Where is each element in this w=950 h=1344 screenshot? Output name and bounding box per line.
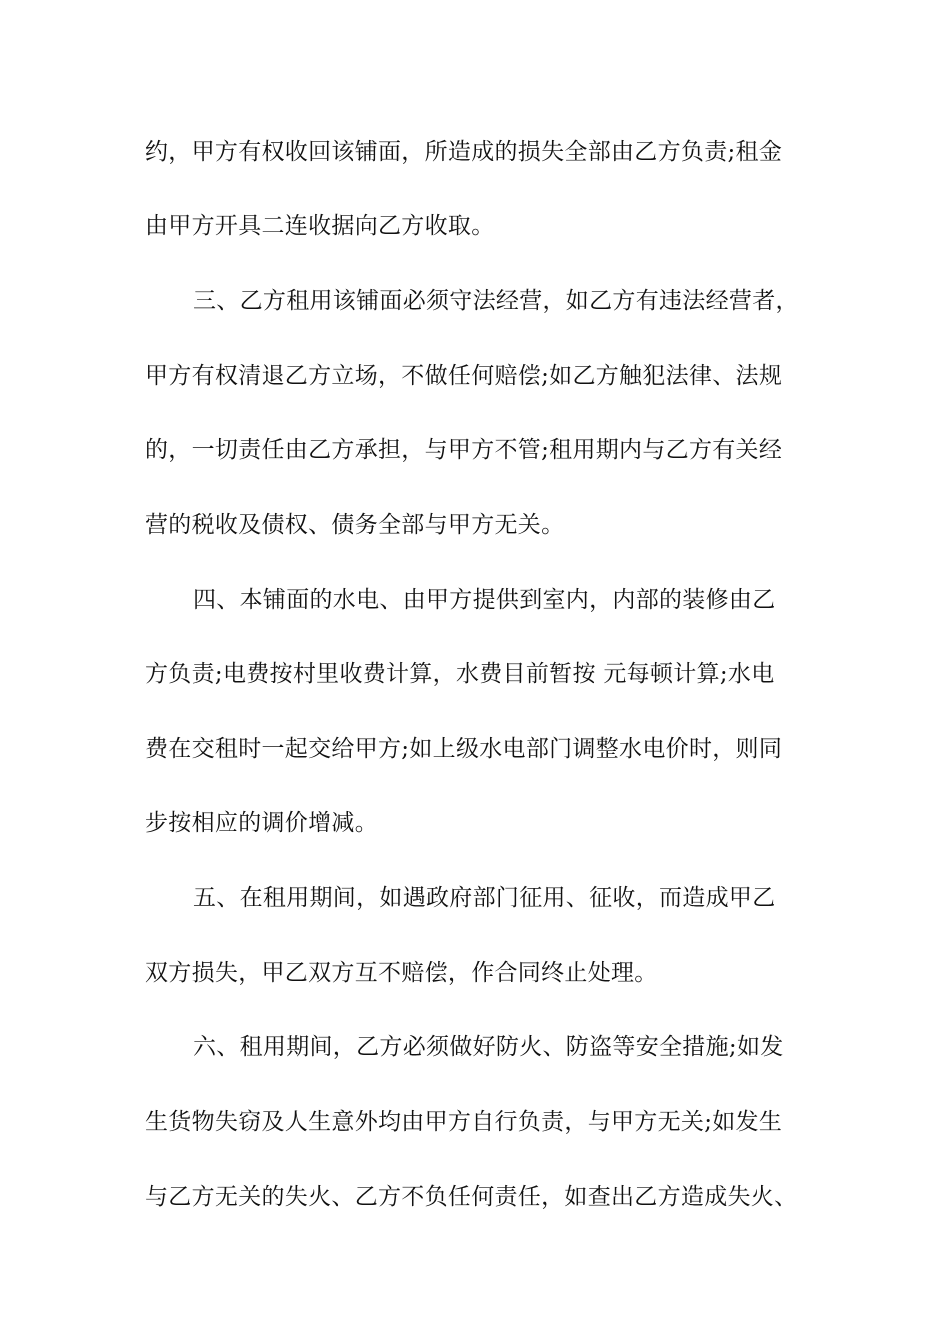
text-line: 方负责;电费按村里收费计算，水费目前暂按 元每顿计算;水电 <box>145 661 775 687</box>
text-line: 步按相应的调价增减。 <box>145 810 378 836</box>
paragraph-start: 四、本铺面的水电、由甲方提供到室内，内部的装修由乙 <box>193 587 776 613</box>
text-line: 与乙方无关的失火、乙方不负任何责任，如查出乙方造成失火、 <box>145 1184 798 1210</box>
paragraph-start: 三、乙方租用该铺面必须守法经营，如乙方有违法经营者， <box>193 288 799 314</box>
text-line: 生货物失窃及人生意外均由甲方自行负责，与甲方无关;如发生 <box>145 1109 783 1135</box>
text-line: 甲方有权清退乙方立场，不做任何赔偿;如乙方触犯法律、法规 <box>145 363 783 389</box>
text-line: 营的税收及债权、债务全部与甲方无关。 <box>145 512 565 538</box>
text-line: 费在交租时一起交给甲方;如上级水电部门调整水电价时，则同 <box>145 736 783 762</box>
paragraph-start: 六、租用期间，乙方必须做好防火、防盗等安全措施;如发 <box>193 1034 784 1060</box>
text-line: 双方损失，甲乙双方互不赔偿，作合同终止处理。 <box>145 960 658 986</box>
text-line: 的，一切责任由乙方承担，与甲方不管;租用期内与乙方有关经 <box>145 437 783 463</box>
text-line: 约，甲方有权收回该铺面，所造成的损失全部由乙方负责;租金 <box>145 139 783 165</box>
paragraph-start: 五、在租用期间，如遇政府部门征用、征收，而造成甲乙 <box>193 885 776 911</box>
text-line: 由甲方开具二连收据向乙方收取。 <box>145 213 495 239</box>
